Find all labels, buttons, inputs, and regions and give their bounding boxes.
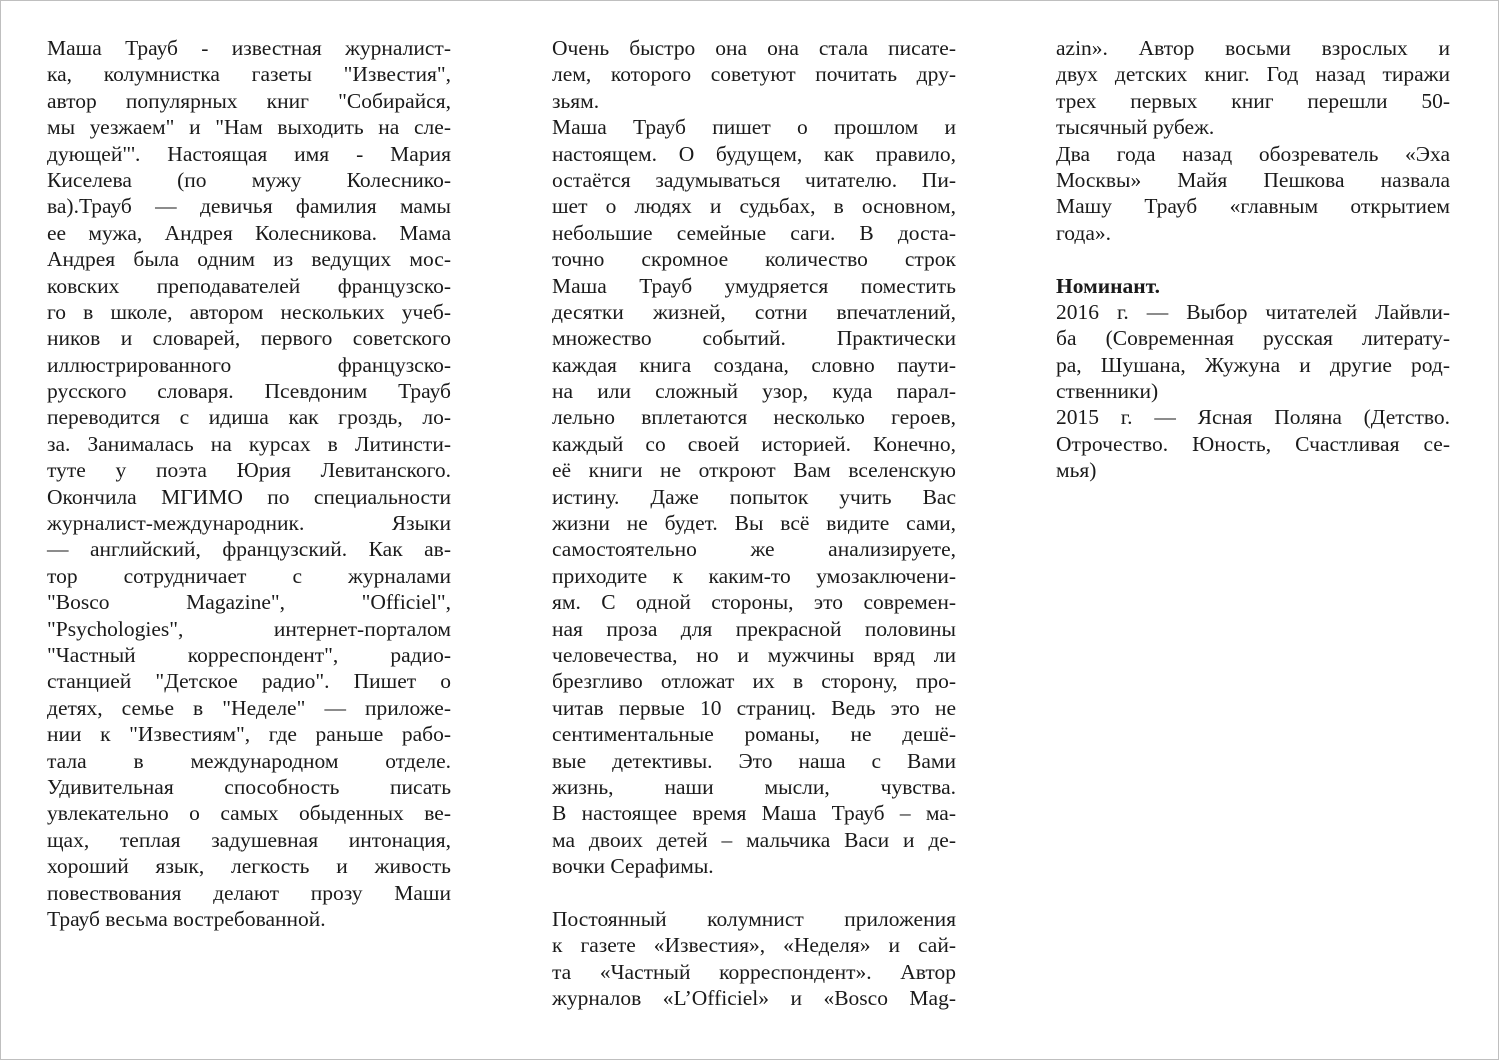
text-line: лем, которого советуют почитать дру- (552, 62, 956, 87)
text-line: десятки жизней, сотни впечатлений, (552, 299, 956, 324)
text-line: Москвы» Майя Пешкова назвала (1056, 167, 1450, 192)
text-line: та «Частный корреспондент». Автор (552, 959, 956, 984)
text-line: Окончила МГИМО по специальности (47, 484, 451, 509)
text-line: ников и словарей, первого советского (47, 326, 451, 351)
text-line: увлекательно о самых обыденных ве- (47, 801, 451, 826)
text-column-left (47, 35, 451, 932)
text-line: иллюстрированного французско- (47, 352, 451, 377)
text-line: детях, семье в "Неделе" — приложе- (47, 695, 451, 720)
text-line: вочки Серафимы. (552, 854, 714, 879)
text-line: Удивительная способность писать (47, 774, 451, 799)
text-line: Постоянный колумнист приложения (552, 906, 956, 931)
text-line: за. Занималась на курсах в Литинсти- (47, 431, 451, 456)
text-line: дующей"'. Настоящая имя - Мария (47, 141, 451, 166)
text-line: к газете «Известия», «Неделя» и сай- (552, 933, 956, 958)
text-line: жизнь, наши мысли, чувства. (552, 774, 956, 799)
text-line: повествования делают прозу Маши (47, 880, 451, 905)
text-line: переводится с идиша как гроздь, ло- (47, 405, 451, 430)
text-line: тор сотрудничает с журналами (47, 563, 451, 588)
text-line: ба (Современная русская литерату- (1056, 326, 1450, 351)
text-line: ковских преподавателей французско- (47, 273, 451, 298)
text-line: двух детских книг. Год назад тиражи (1056, 62, 1450, 87)
text-line: Отрочество. Юность, Счастливая се- (1056, 431, 1450, 456)
text-line: множество событий. Практически (552, 326, 956, 351)
blank-line (1056, 246, 1450, 272)
text-line: — английский, французский. Как ав- (47, 537, 451, 562)
text-line: го в школе, автором нескольких учеб- (47, 299, 451, 324)
text-line: 2016 г. — Выбор читателей Лайвли- (1056, 299, 1450, 324)
text-line: 2015 г. — Ясная Поляна (Детство. (1056, 405, 1450, 430)
text-column-middle (552, 35, 956, 1011)
text-line: ва).Трауб — девичья фамилия мамы (47, 194, 451, 219)
text-line: настоящем. О будущем, как правило, (552, 141, 956, 166)
text-line: "Bosco Magazine", "Officiel", (47, 590, 451, 615)
text-line: станцией "Детское радио". Пишет о (47, 669, 451, 694)
text-line: ка, колумнистка газеты "Известия", (47, 62, 451, 87)
text-line: журналов «L’Officiel» и «Bosco Mag- (552, 986, 956, 1011)
text-line: точно скромное количество строк (552, 247, 956, 272)
text-line: "Psychologies", интернет-порталом (47, 616, 451, 641)
text-line: трех первых книг перешли 50- (1056, 88, 1450, 113)
text-line: туте у поэта Юрия Левитанского. (47, 458, 451, 483)
text-line: журналист-международник. Языки (47, 511, 451, 536)
text-line: лельно вплетаются несколько героев, (552, 405, 956, 430)
text-line: тала в международном отделе. (47, 748, 451, 773)
text-line: автор популярных книг "Собирайся, (47, 88, 451, 113)
text-line: Машу Трауб «главным открытием (1056, 194, 1450, 219)
text-line: ра, Шушана, Жужуна и другие род- (1056, 352, 1450, 377)
text-line: ям. С одной стороны, это современ- (552, 590, 956, 615)
text-line: ная проза для прекрасной половины (552, 616, 956, 641)
text-line: года». (1056, 220, 1112, 245)
blank-line (552, 880, 956, 906)
section-heading: Номинант. (1056, 273, 1160, 298)
text-column-right (1056, 35, 1450, 484)
text-line: мы уезжаем" и "Нам выходить на сле- (47, 115, 451, 140)
text-line: истину. Даже попыток учить Вас (552, 484, 956, 509)
text-line: сентиментальные романы, не дешё- (552, 722, 956, 747)
text-line: каждый со своей историей. Конечно, (552, 431, 956, 456)
text-line: Маша Трауб умудряется поместить (552, 273, 956, 298)
text-line: читав первые 10 страниц. Ведь это не (552, 695, 956, 720)
text-line: небольшие семейные саги. В доста- (552, 220, 956, 245)
text-line: каждая книга создана, словно паути- (552, 352, 956, 377)
text-line: на или сложный узор, куда парал- (552, 379, 956, 404)
text-line: Маша Трауб - известная журналист- (47, 36, 451, 60)
text-line: хороший язык, легкость и живость (47, 854, 451, 879)
text-line: Очень быстро она она стала писате- (552, 36, 956, 60)
text-line: "Частный корреспондент", радио- (47, 642, 451, 667)
text-line: нии к "Известиям", где раньше рабо- (47, 722, 451, 747)
text-line: её книги не откроют Вам вселенскую (552, 458, 956, 483)
text-line: Трауб весьма востребованной. (47, 906, 326, 931)
text-line: Маша Трауб пишет о прошлом и (552, 115, 956, 140)
text-line: жизни не будет. Вы всё видите сами, (552, 511, 956, 536)
text-line: ственники) (1056, 379, 1159, 404)
text-line: Киселева (по мужу Колеснико- (47, 167, 451, 192)
text-line: брезгливо отложат их в сторону, про- (552, 669, 956, 694)
text-line: Два года назад обозреватель «Эха (1056, 141, 1450, 166)
text-line: приходите к каким-то умозаключени- (552, 563, 956, 588)
text-line: шет о людях и судьбах, в основном, (552, 194, 956, 219)
text-line: ее мужа, Андрея Колесникова. Мама (47, 220, 451, 245)
text-line: В настоящее время Маша Трауб – ма- (552, 801, 956, 826)
text-line: тысячный рубеж. (1056, 115, 1215, 140)
text-line: зьям. (552, 88, 600, 113)
text-line: остаётся задумываться читателю. Пи- (552, 167, 956, 192)
text-line: ма двоих детей – мальчика Васи и де- (552, 827, 956, 852)
text-line: человечества, но и мужчины вряд ли (552, 642, 956, 667)
text-line: azin». Автор восьми взрослых и (1056, 36, 1450, 60)
text-line: русского словаря. Псевдоним Трауб (47, 379, 451, 404)
text-line: щах, теплая задушевная интонация, (47, 827, 451, 852)
text-line: Андрея была одним из ведущих мос- (47, 247, 451, 272)
text-line: самостоятельно же анализируете, (552, 537, 956, 562)
text-line: вые детективы. Это наша с Вами (552, 748, 956, 773)
text-line: мья) (1056, 458, 1097, 483)
